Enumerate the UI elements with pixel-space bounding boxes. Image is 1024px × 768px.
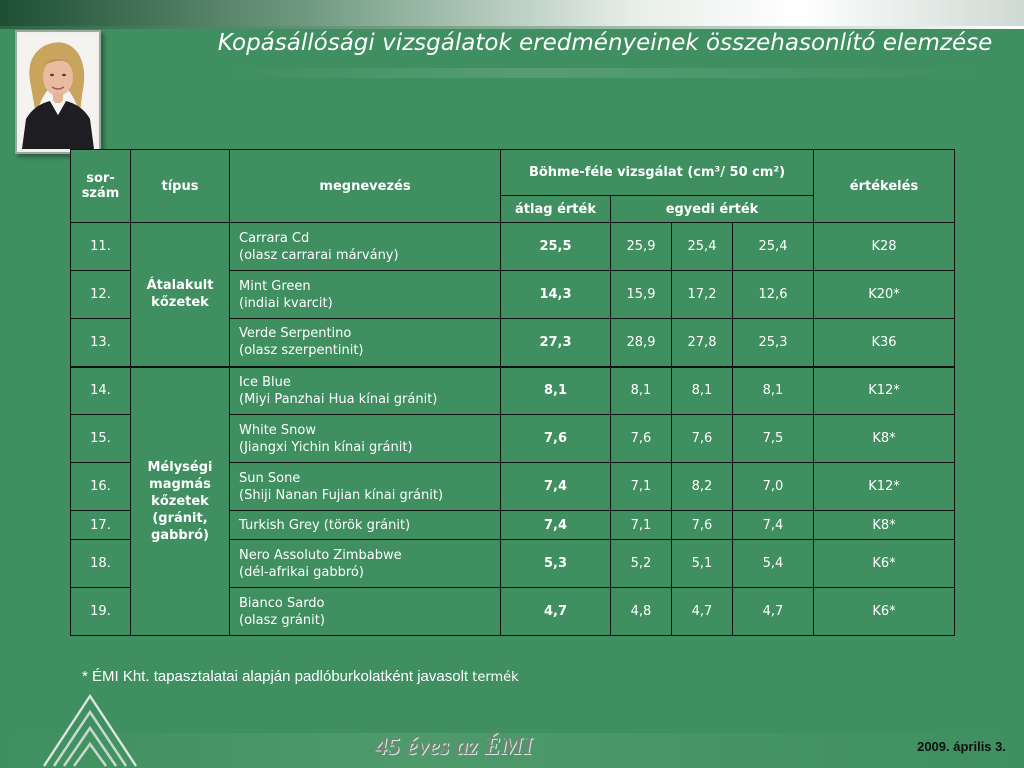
presentation-date: 2009. április 3. xyxy=(917,739,1006,754)
stone-name: Ice Blue xyxy=(239,374,291,390)
header-tipus: típus xyxy=(131,150,230,223)
row-number: 15. xyxy=(71,415,131,463)
title-underline xyxy=(220,68,990,78)
footer-anniversary-text: 45 éves az ÉMI xyxy=(375,733,533,760)
single-value-2: 8,2 xyxy=(672,463,733,511)
table-row xyxy=(71,367,955,415)
stone-origin: (dél-afrikai gabbró) xyxy=(239,564,364,580)
stone-origin: (Miyi Panzhai Hua kínai gránit) xyxy=(239,391,438,407)
stone-name: Turkish Grey (török gránit) xyxy=(239,517,411,533)
single-value-1: 15,9 xyxy=(611,271,672,319)
stone-name: White Snow xyxy=(239,422,317,438)
stone-origin: (Shiji Nanan Fujian kínai gránit) xyxy=(239,487,444,503)
single-value-1: 25,9 xyxy=(611,223,672,271)
portrait-photo xyxy=(15,30,101,154)
row-number: 13. xyxy=(71,319,131,367)
header-egyedi: egyedi érték xyxy=(611,196,814,223)
stone-name-cell xyxy=(230,271,501,319)
stone-origin: (olasz szerpentinit) xyxy=(239,343,364,359)
single-value-3: 7,0 xyxy=(733,463,814,511)
single-value-1: 7,1 xyxy=(611,463,672,511)
stone-name-cell xyxy=(230,367,501,415)
slide-title: Kopásállósági vizsgálatok eredményeinek összehasonlító elemzése xyxy=(217,30,993,56)
evaluation: K28 xyxy=(814,223,955,271)
average-value: 8,1 xyxy=(501,367,611,415)
single-value-1: 4,8 xyxy=(611,588,672,636)
single-value-1: 28,9 xyxy=(611,319,672,367)
single-value-3: 7,4 xyxy=(733,511,814,540)
average-value: 25,5 xyxy=(501,223,611,271)
stone-name-cell xyxy=(230,540,501,588)
single-value-1: 7,1 xyxy=(611,511,672,540)
evaluation: K8* xyxy=(814,511,955,540)
footnote-main: * ÉMI Kht. tapasztalatai alapján padlóburkolatként javasolt xyxy=(82,668,469,685)
header-bohme: Böhme-féle vizsgálat (cm³/ 50 cm²) xyxy=(501,150,814,196)
results-table xyxy=(70,149,955,636)
header-row-1 xyxy=(71,150,955,196)
stone-origin: (Jiangxi Yichin kínai gránit) xyxy=(239,439,413,455)
row-number: 19. xyxy=(71,588,131,636)
single-value-2: 5,1 xyxy=(672,540,733,588)
single-value-3: 5,4 xyxy=(733,540,814,588)
single-value-1: 7,6 xyxy=(611,415,672,463)
table-row xyxy=(71,223,955,271)
evaluation: K12* xyxy=(814,367,955,415)
single-value-2: 25,4 xyxy=(672,223,733,271)
evaluation: K36 xyxy=(814,319,955,367)
header-sorszam: sor-szám xyxy=(71,150,131,223)
average-value: 27,3 xyxy=(501,319,611,367)
stone-name: Bianco Sardo xyxy=(239,595,325,611)
average-value: 5,3 xyxy=(501,540,611,588)
evaluation: K12* xyxy=(814,463,955,511)
single-value-3: 25,3 xyxy=(733,319,814,367)
stone-origin: (olasz carrarai márvány) xyxy=(239,247,399,263)
top-stripe xyxy=(0,26,1024,29)
average-value: 7,6 xyxy=(501,415,611,463)
header-atlag: átlag érték xyxy=(501,196,611,223)
single-value-1: 8,1 xyxy=(611,367,672,415)
single-value-3: 7,5 xyxy=(733,415,814,463)
single-value-2: 7,6 xyxy=(672,511,733,540)
row-number: 17. xyxy=(71,511,131,540)
row-number: 12. xyxy=(71,271,131,319)
stone-name-cell xyxy=(230,223,501,271)
stone-name-cell xyxy=(230,588,501,636)
single-value-2: 17,2 xyxy=(672,271,733,319)
row-number: 14. xyxy=(71,367,131,415)
evaluation: K8* xyxy=(814,415,955,463)
single-value-2: 27,8 xyxy=(672,319,733,367)
evaluation: K6* xyxy=(814,540,955,588)
stone-name-cell xyxy=(230,415,501,463)
single-value-2: 4,7 xyxy=(672,588,733,636)
stone-name-cell xyxy=(230,511,501,540)
stone-name-cell xyxy=(230,463,501,511)
stone-name: Carrara Cd xyxy=(239,230,310,246)
single-value-3: 8,1 xyxy=(733,367,814,415)
evaluation: K6* xyxy=(814,588,955,636)
average-value: 4,7 xyxy=(501,588,611,636)
stone-name: Verde Serpentino xyxy=(239,326,352,342)
single-value-3: 4,7 xyxy=(733,588,814,636)
single-value-3: 25,4 xyxy=(733,223,814,271)
average-value: 7,4 xyxy=(501,463,611,511)
stone-name: Mint Green xyxy=(239,278,311,294)
header-megnevezes: megnevezés xyxy=(230,150,501,223)
footnote xyxy=(82,668,519,685)
row-number: 16. xyxy=(71,463,131,511)
stone-name-cell xyxy=(230,319,501,367)
single-value-3: 12,6 xyxy=(733,271,814,319)
row-number: 11. xyxy=(71,223,131,271)
header-ertekeles: értékelés xyxy=(814,150,955,223)
top-gradient-bar xyxy=(0,0,1024,26)
average-value: 7,4 xyxy=(501,511,611,540)
single-value-2: 8,1 xyxy=(672,367,733,415)
stone-origin: (olasz gránit) xyxy=(239,612,325,628)
group-type-label: Mélységi magmás kőzetek (gránit, gabbró) xyxy=(131,367,230,636)
evaluation: K20* xyxy=(814,271,955,319)
stone-name: Sun Sone xyxy=(239,470,301,486)
average-value: 14,3 xyxy=(501,271,611,319)
group-type-label: Átalakult kőzetek xyxy=(131,223,230,367)
row-number: 18. xyxy=(71,540,131,588)
single-value-2: 7,6 xyxy=(672,415,733,463)
footnote-tail: termék xyxy=(472,670,519,685)
emi-logo-icon xyxy=(40,690,140,768)
stone-origin: (indiai kvarcit) xyxy=(239,295,333,311)
stone-name: Nero Assoluto Zimbabwe xyxy=(239,547,402,563)
single-value-1: 5,2 xyxy=(611,540,672,588)
